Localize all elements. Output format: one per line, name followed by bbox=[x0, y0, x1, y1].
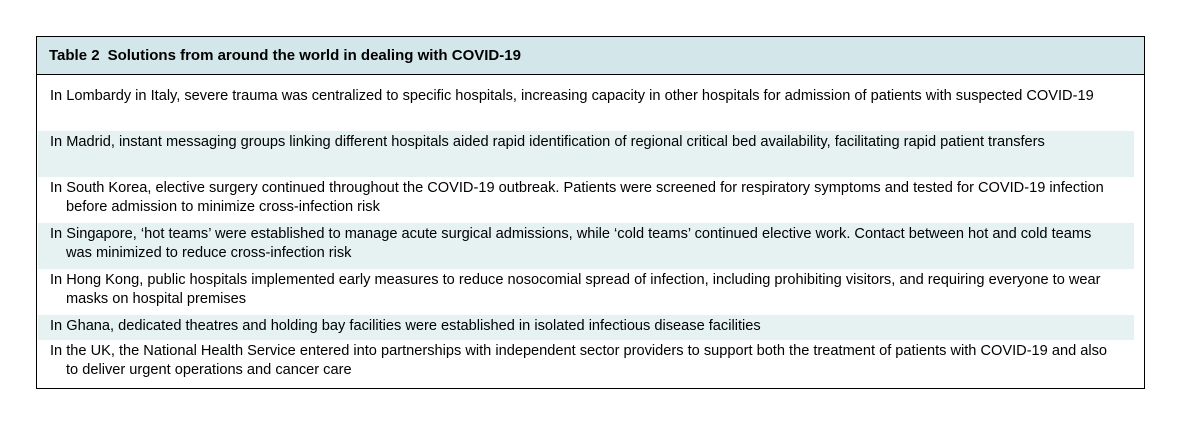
table-row-uk bbox=[38, 340, 1134, 386]
table-rows bbox=[38, 85, 1134, 386]
row-text: In Ghana, dedicated theatres and holding bay facilities were established in isolated infectious disease facilities bbox=[50, 318, 761, 334]
row-text: In the UK, the National Health Service entered into partnerships with independent sector providers to support both the treatment of patients with COVID-19 and also to deliver urgent operations and cancer care bbox=[50, 343, 1108, 378]
solutions-table bbox=[36, 36, 1145, 389]
table-row-ghana bbox=[38, 315, 1134, 340]
table-row-lombardy bbox=[38, 85, 1134, 131]
table-header bbox=[37, 37, 1144, 75]
row-text: In Madrid, instant messaging groups linking different hospitals aided rapid identification of regional critical bed availability, facilitating rapid patient transfers bbox=[50, 134, 1045, 150]
table-row-madrid bbox=[38, 131, 1134, 177]
row-text: In Singapore, ‘hot teams’ were established to manage acute surgical admissions, while ‘cold teams’ continued elective work. Contact between hot and cold teams was minimized to reduce cross-infection risk bbox=[50, 226, 1092, 261]
row-text: In Hong Kong, public hospitals implemented early measures to reduce nosocomial spread of infection, including prohibiting visitors, and requiring everyone to wear masks on hospital premises bbox=[50, 272, 1101, 307]
table-row-hong-kong bbox=[38, 269, 1134, 315]
row-text: In Lombardy in Italy, severe trauma was centralized to specific hospitals, increasing capacity in other hospitals for admission of patients with suspected COVID-19 bbox=[50, 88, 1094, 104]
table-row-singapore bbox=[38, 223, 1134, 269]
table-label: Table 2 bbox=[49, 47, 100, 64]
row-text: In South Korea, elective surgery continued throughout the COVID-19 outbreak. Patients were screened for respiratory symptoms and tested for COVID-19 infection before admission to minimize cross-infection risk bbox=[50, 180, 1104, 215]
table-title: Solutions from around the world in dealing with COVID-19 bbox=[107, 47, 521, 64]
table-row-south-korea bbox=[38, 177, 1134, 223]
